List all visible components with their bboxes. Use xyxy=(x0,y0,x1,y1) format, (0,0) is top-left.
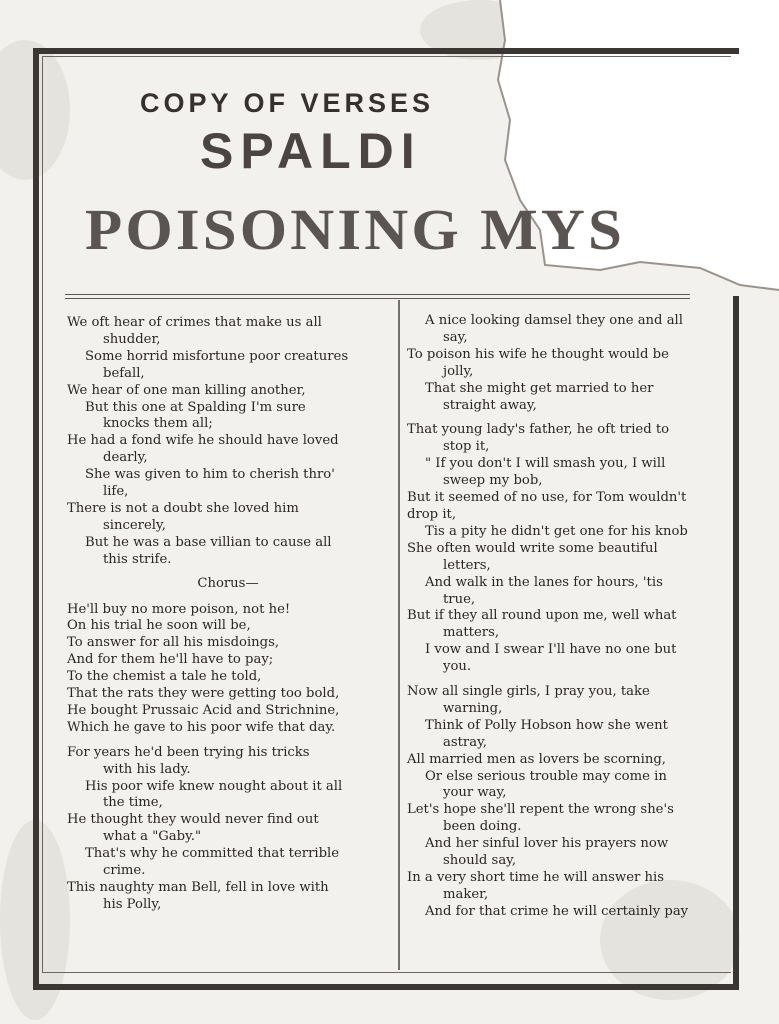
verse-line: He'll buy no more poison, not he! xyxy=(67,601,291,617)
verse-line: His poor wife knew nought about it all xyxy=(85,778,343,794)
right-column xyxy=(407,313,727,921)
verse-line: been doing. xyxy=(443,819,522,835)
verse-line: To answer for all his misdoings, xyxy=(67,635,280,651)
verse-line: In a very short time he will answer his xyxy=(407,870,664,885)
verse-line: This naughty man Bell, fell in love with xyxy=(67,880,329,895)
verse-line: knocks them all; xyxy=(103,416,213,432)
verse-line: There is not a doubt she loved him xyxy=(67,500,299,516)
verse-line: She was given to him to cherish thro' xyxy=(85,467,335,483)
verse-line: say, xyxy=(443,329,468,345)
verse-line: And walk in the lanes for hours, 'tis xyxy=(425,574,663,590)
verse-line: you. xyxy=(443,659,472,675)
verse-line: Which he gave to his poor wife that day. xyxy=(67,719,336,735)
verse-line: stop it, xyxy=(443,439,490,455)
verse-line: I vow and I swear I'll have no one but xyxy=(425,642,677,658)
header-rule xyxy=(65,294,690,295)
verse-line: And for them he'll have to pay; xyxy=(67,652,274,668)
verse-line: He had a fond wife he should have loved xyxy=(67,433,339,449)
verse-line: Let's hope she'll repent the wrong she's xyxy=(407,802,674,818)
heading-line-3: POISONING MYS xyxy=(85,197,626,262)
verse-line: He thought they would never find out xyxy=(67,812,319,828)
column-divider xyxy=(398,300,400,970)
verse-line: drop it, xyxy=(407,506,457,522)
verse-line: straight away, xyxy=(443,397,537,413)
verse-line: true, xyxy=(443,591,476,607)
verse-line: To poison his wife he thought would be xyxy=(407,346,669,362)
verse-line: Now all single girls, I pray you, take xyxy=(407,684,650,700)
verse-line: matters, xyxy=(443,625,500,641)
verse-line: Some horrid misfortune poor creatures xyxy=(85,348,349,364)
verse-line: But he was a base villian to cause all xyxy=(85,534,332,550)
verse-line: the time, xyxy=(103,795,163,811)
verse-line: Chorus— xyxy=(197,575,259,591)
verse-line xyxy=(407,414,727,422)
verse-line: All married men as lovers be scorning, xyxy=(407,751,666,767)
left-column xyxy=(67,315,389,914)
outer-frame-right xyxy=(733,296,739,984)
verse-line: befall, xyxy=(103,365,145,381)
verse-line: On his trial he soon will be, xyxy=(67,618,251,634)
verse-line: Or else serious trouble may come in xyxy=(425,768,667,784)
verse-line: life, xyxy=(103,484,129,500)
verse-line: should say, xyxy=(443,853,517,869)
verse-line: sweep my bob, xyxy=(443,473,543,489)
verse-line xyxy=(407,676,727,684)
verse-line: sincerely, xyxy=(103,517,166,533)
verse-line: dearly, xyxy=(103,450,148,466)
verse-line: A nice looking damsel they one and all xyxy=(425,313,683,328)
verse-line: warning, xyxy=(443,700,503,716)
verse-line: astray, xyxy=(443,734,487,750)
verse-line: Tis a pity he didn't get one for his knob xyxy=(425,523,688,539)
verse-line: with his lady. xyxy=(103,761,191,777)
verse-line: That the rats they were getting too bold, xyxy=(67,686,340,702)
verse-line: But it seemed of no use, for Tom wouldn't xyxy=(407,490,687,506)
verse-line: maker, xyxy=(443,886,489,902)
verse-line: She often would write some beautiful xyxy=(407,540,658,556)
heading-line-2: SPALDI xyxy=(200,123,422,179)
verse-line: He bought Prussaic Acid and Strichnine, xyxy=(67,702,340,718)
verse-line: your way, xyxy=(443,785,507,801)
verse-line: That she might get married to her xyxy=(425,380,654,396)
verse-line: But if they all round upon me, well what xyxy=(407,608,677,624)
verse-line: That young lady's father, he oft tried to xyxy=(407,422,670,438)
verse-line: That's why he committed that terrible xyxy=(85,846,340,862)
verse-line: Think of Polly Hobson how she went xyxy=(425,717,668,733)
header-rule xyxy=(65,298,690,299)
verse-line: letters, xyxy=(443,557,491,573)
verse-line: his Polly, xyxy=(103,896,162,912)
verse-line: To the chemist a tale he told, xyxy=(67,669,262,685)
verse-line: For years he'd been trying his tricks xyxy=(67,744,310,760)
verse-line: We hear of one man killing another, xyxy=(67,382,306,398)
verse-line: crime. xyxy=(103,863,146,879)
heading-line-1: COPY OF VERSES xyxy=(140,88,435,118)
verse-line: " If you don't I will smash you, I will xyxy=(425,456,666,472)
verse-line: jolly, xyxy=(443,363,474,379)
verse-line: We oft hear of crimes that make us all xyxy=(67,315,322,330)
verse-line xyxy=(67,737,389,745)
verse-line: what a "Gaby." xyxy=(103,829,202,845)
verse-line: And her sinful lover his prayers now xyxy=(425,836,669,852)
verse-line: And for that crime he will certainly pay xyxy=(425,903,689,919)
verse-line: this strife. xyxy=(103,551,172,567)
verse-line: But this one at Spalding I'm sure xyxy=(85,399,306,415)
verse-line: shudder, xyxy=(103,331,161,347)
